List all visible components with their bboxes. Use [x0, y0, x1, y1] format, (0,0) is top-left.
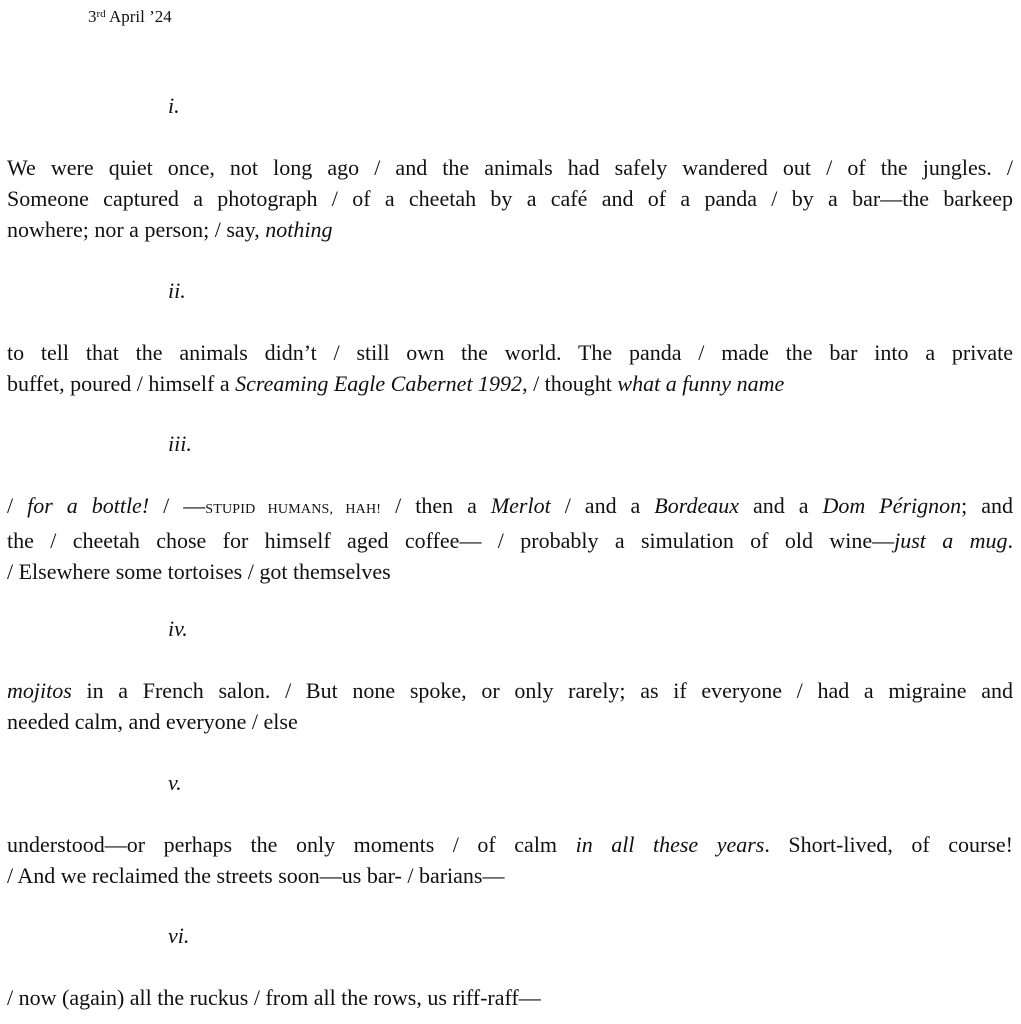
stanza [7, 675, 1013, 737]
stanza-line [7, 860, 1013, 891]
line-text: needed calm, and everyone / else [7, 709, 298, 734]
line-text: in a French salon. / But none spoke, or only rarely; as if everyone / had a migraine and [71, 678, 1013, 703]
stanza-line [7, 368, 1013, 399]
stanza [7, 152, 1013, 245]
italic-text: Dom Pérignon [822, 493, 962, 518]
stanza-line [7, 490, 1013, 525]
section-numeral: iv. [168, 616, 188, 641]
line-text: / And we reclaimed the streets soon—us bar- / barians— [7, 863, 505, 888]
section-numeral: iii. [168, 431, 192, 456]
italic-text: Screaming Eagle Cabernet 1992 [235, 371, 523, 396]
line-text: Someone captured a photograph / of a cheetah by a café and of a panda / by a bar—the barkeep [7, 186, 1013, 211]
stanza-line [7, 556, 1013, 587]
section-numeral: ii. [168, 278, 186, 303]
line-text: ; and [961, 493, 1013, 518]
italic-text: just a mug [894, 528, 1008, 553]
italic-text: what a funny name [617, 371, 785, 396]
line-text: to tell that the animals didn’t / still own the world. The panda / made the bar into a private [7, 340, 1013, 365]
date-day: 3 [88, 7, 97, 26]
stanza-line [7, 152, 1013, 183]
italic-text: Merlot [490, 493, 551, 518]
poem-date [88, 7, 172, 27]
stanza-line [7, 706, 1013, 737]
line-text: nowhere; nor a person; / say, [7, 217, 266, 242]
line-text: the / cheetah chose for himself aged coffee— / probably a simulation of old wine— [7, 528, 895, 553]
stanza-line [7, 183, 1013, 214]
line-text: / then a [381, 493, 491, 518]
stanza [7, 337, 1013, 399]
date-ordinal-suffix: rd [96, 8, 106, 20]
stanza [7, 829, 1013, 891]
line-text: understood—or perhaps the only moments / of calm [7, 832, 576, 857]
stanza [7, 982, 1013, 1013]
stanza-line [7, 675, 1013, 706]
section-numeral: v. [168, 770, 182, 795]
italic-text: for a bottle! [27, 493, 150, 518]
stanza-line [7, 525, 1013, 556]
stanza-line [7, 214, 1013, 245]
italic-text: mojitos [7, 678, 72, 703]
line-text: , / thought [522, 371, 618, 396]
stanza-line [7, 982, 1013, 1013]
line-text: / Elsewhere some tortoises / got themselves [7, 559, 391, 584]
line-text: / [7, 493, 28, 518]
date-month-year: April ’24 [105, 7, 172, 26]
stanza [7, 490, 1013, 587]
line-text: We were quiet once, not long ago / and the animals had safely wandered out / of the jungles. / [7, 155, 1013, 180]
line-text: / and a [550, 493, 655, 518]
stanza-line [7, 337, 1013, 368]
section-numeral: vi. [168, 923, 190, 948]
italic-text: in all these years [575, 832, 765, 857]
line-text: . [1007, 528, 1013, 553]
small-caps-text: STUPID HUMANS, HAH! [205, 502, 382, 517]
line-text: / — [149, 493, 206, 518]
italic-text: Bordeaux [654, 493, 740, 518]
stanza-line [7, 829, 1013, 860]
line-text: and a [739, 493, 823, 518]
line-text: . Short-lived, of course! [764, 832, 1013, 857]
line-text: / now (again) all the ruckus / from all the rows, us riff-raff— [7, 985, 541, 1010]
italic-text: nothing [265, 217, 333, 242]
line-text: buffet, poured / himself a [7, 371, 236, 396]
section-numeral: i. [168, 93, 180, 118]
